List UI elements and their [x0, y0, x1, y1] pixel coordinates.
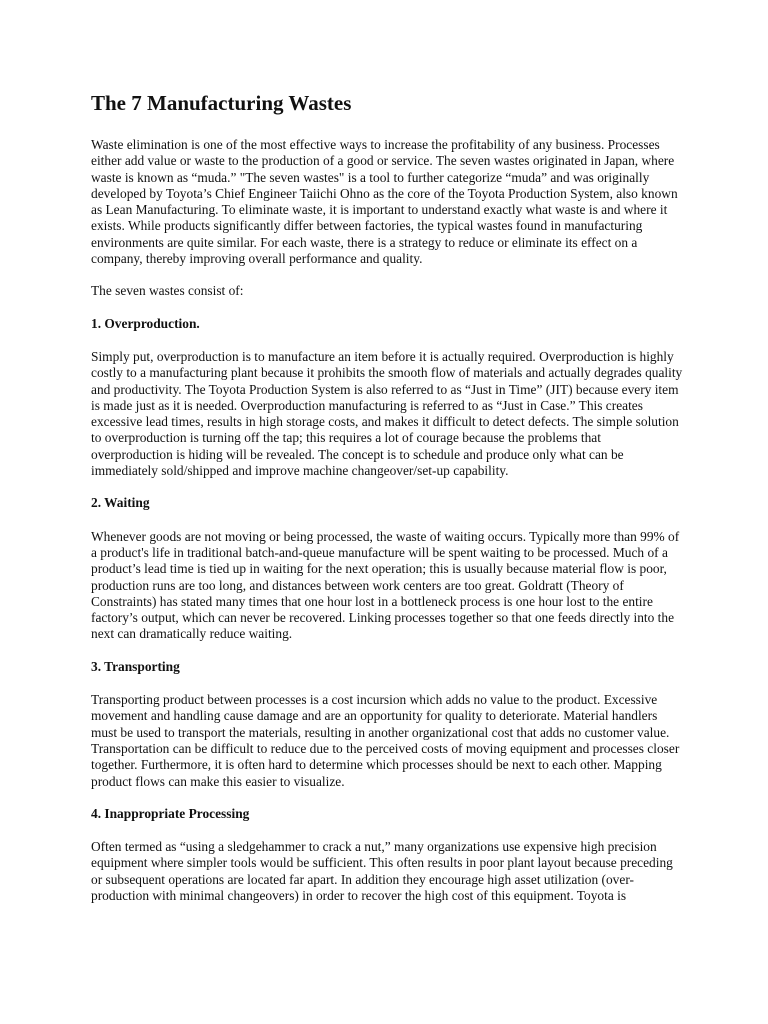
section-heading: 1. Overproduction. — [91, 315, 200, 331]
section-heading: 3. Transporting — [91, 658, 180, 674]
section-transporting — [91, 659, 684, 790]
section-heading: 2. Waiting — [91, 495, 150, 511]
section-waiting — [91, 495, 684, 642]
section-body: Simply put, overproduction is to manufacture an item before it is actually required. Overproduction is highly costly to a manufacturing plant because it prohibits the smooth flow of materials and actually degrades quality and productivity. The Toyota Production System is also referred to as “Just in Time” (JIT) because every item is made just as it is needed. Overproduction manufacturing is referred to as “Just in Case.” This creates excessive lead times, results in high storage costs, and makes it difficult to detect defects. The simple solution to overproduction is turning off the tap; this requires a lot of courage because the problems that overproduction is hiding will be revealed. The concept is to schedule and produce only what can be immediately sold/shipped and improve machine changeover/set-up capability. — [91, 348, 683, 479]
lead-in-paragraph: The seven wastes consist of: — [91, 283, 244, 299]
section-body: Whenever goods are not moving or being processed, the waste of waiting occurs. Typically more than 99% of a product's life in traditional batch-and-queue manufacture will be spent waiting to be processed. Much of a product’s lead time is tied up in waiting for the next operation; this is usually because material flow is poor, production runs are too long, and distances between work centers are too great. Goldratt (Theory of Constraints) has stated many times that one hour lost in a bottleneck process is one hour lost to the entire factory’s output, which can never be recovered. Linking processes together so that one feeds directly into the next can dramatically reduce waiting. — [91, 528, 680, 642]
section-body: Often termed as “using a sledgehammer to crack a nut,” many organizations use expensive high precision equipment where simpler tools would be sufficient. This often results in poor plant layout because preceding or subsequent operations are located far apart. In addition they encourage high asset utilization (over-production with minimal changeovers) in order to recover the high cost of this equipment. Toyota is — [91, 839, 673, 903]
intro-paragraph: Waste elimination is one of the most effective ways to increase the profitability of any business. Processes either add value or waste to the production of a good or service. The seven wastes originated in Japan, where waste is known as “muda.” "The seven wastes" is a tool to further categorize “muda” and was originally developed by Toyota’s Chief Engineer Taiichi Ohno as the core of the Toyota Production System, also known as Lean Manufacturing. To eliminate waste, it is important to understand exactly what waste is and where it exists. While products significantly differ between factories, the typical wastes found in manufacturing environments are quite similar. For each waste, there is a strategy to reduce or eliminate its effect on a company, thereby improving overall performance and quality. — [91, 137, 678, 267]
section-heading: 4. Inappropriate Processing — [91, 805, 250, 821]
section-overproduction — [91, 316, 684, 480]
section-inappropriate-processing — [91, 806, 684, 904]
section-body: Transporting product between processes is a cost incursion which adds no value to the product. Excessive movement and handling cause damage and are an opportunity for quality to deteriorate. Material handlers must be used to transport the materials, resulting in another organizational cost that adds no customer value. Transportation can be difficult to reduce due to the perceived costs of moving equipment and processes closer together. Furthermore, it is often hard to determine which processes should be next to each other. Mapping product flows can make this easier to visualize. — [91, 692, 680, 789]
page-title: The 7 Manufacturing Wastes — [91, 91, 352, 115]
